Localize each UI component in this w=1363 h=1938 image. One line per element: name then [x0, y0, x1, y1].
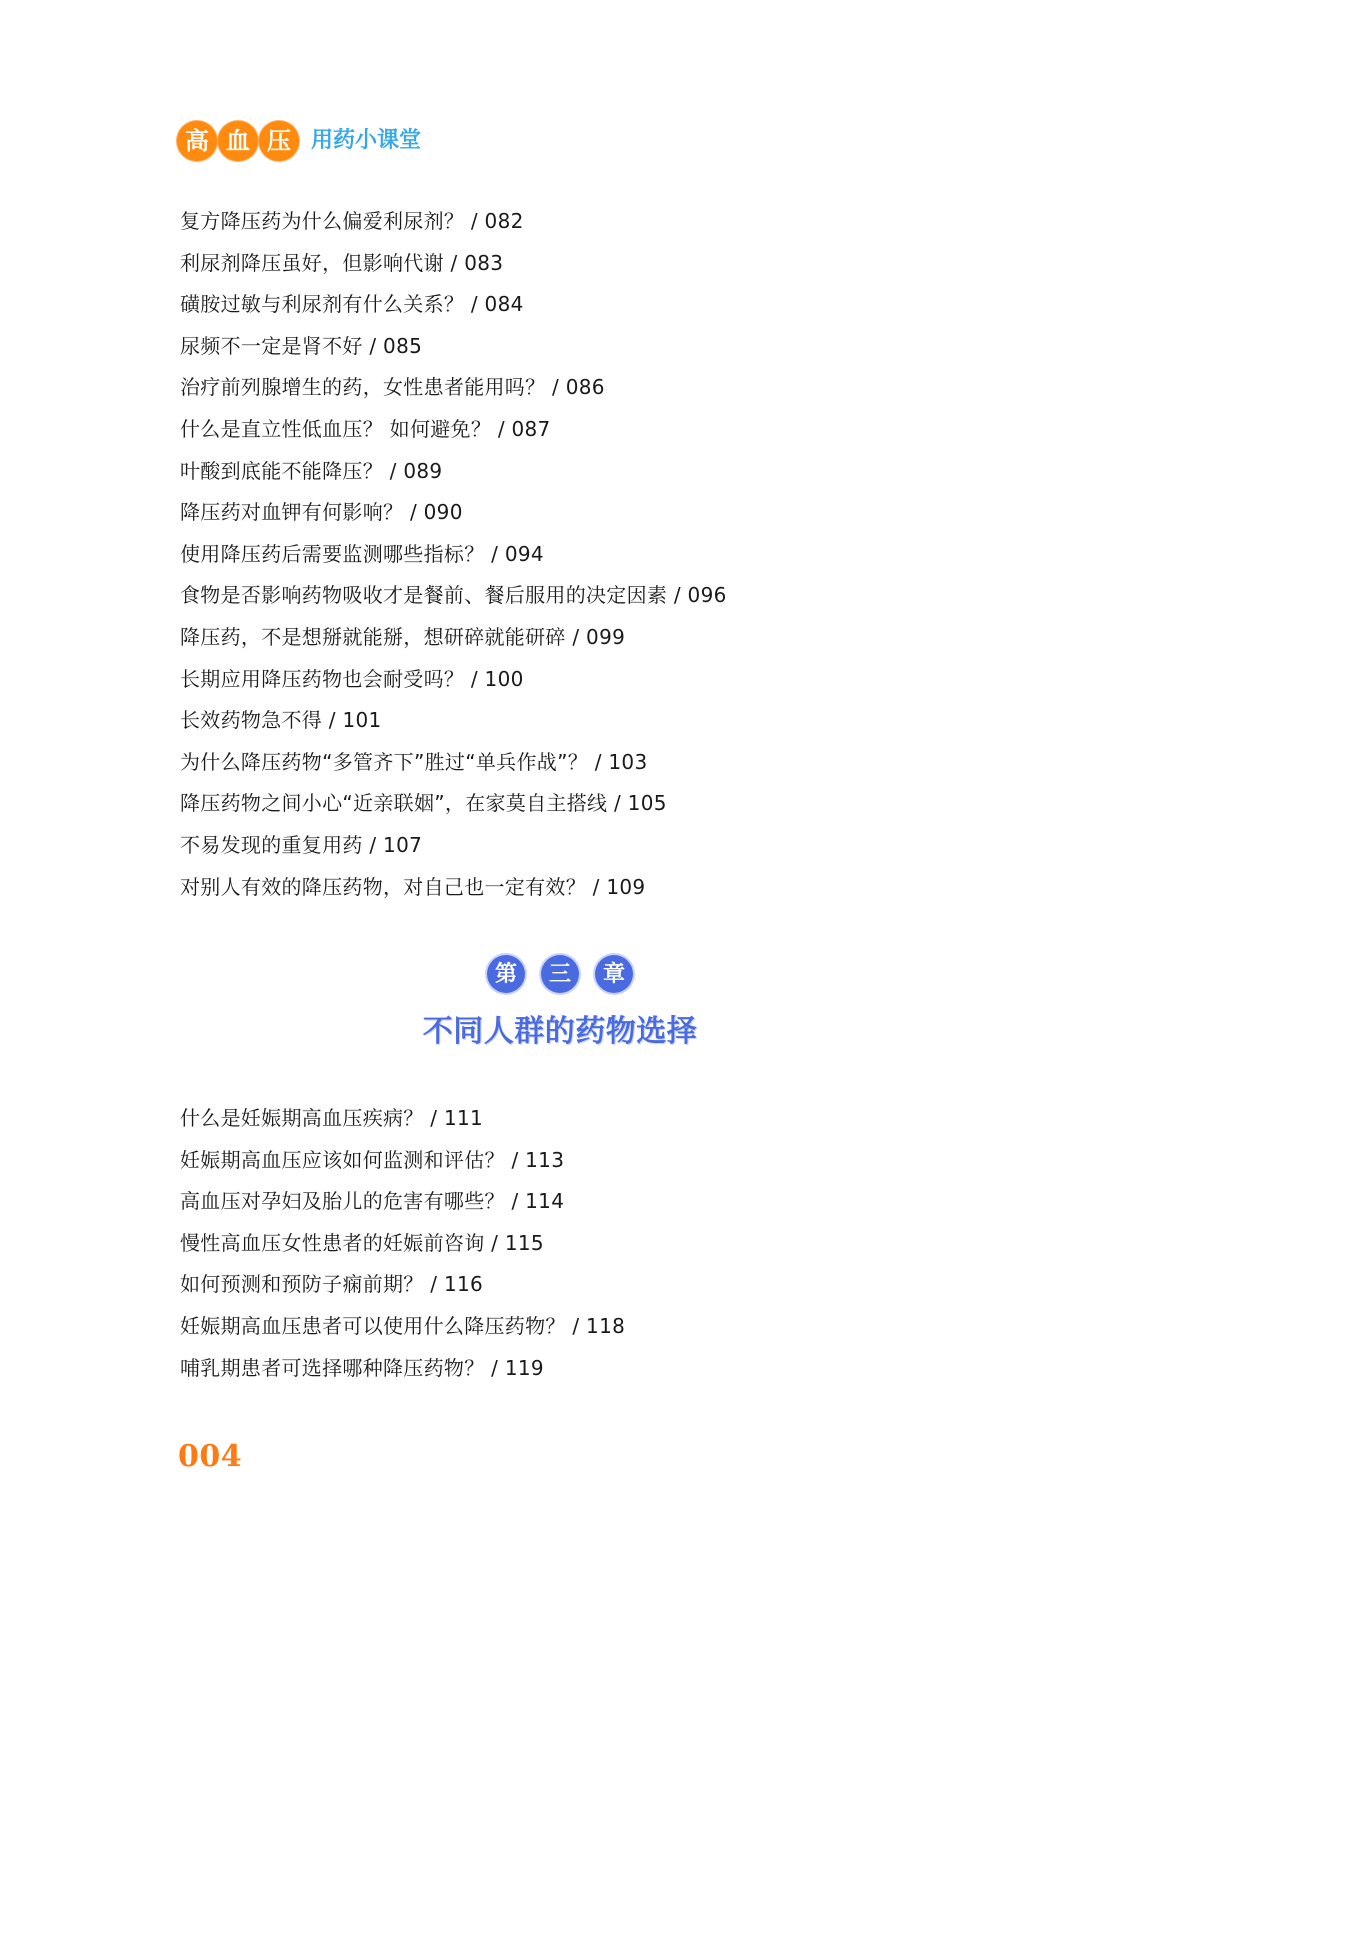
chapter-label-char: 章: [595, 955, 633, 993]
toc-entry[interactable]: 不易发现的重复用药 / 107: [180, 832, 423, 857]
toc-entry[interactable]: 什么是妊娠期高血压疾病？ / 111: [180, 1106, 484, 1130]
toc-list-chapter-3: [180, 1098, 625, 1389]
toc-entry[interactable]: 什么是直立性低血压？ 如何避免？ / 087: [180, 416, 551, 441]
page-number: 004: [178, 1439, 243, 1474]
toc-entry[interactable]: 食物是否影响药物吸收才是餐前、餐后服用的决定因素 / 096: [180, 583, 727, 608]
chapter-title: 不同人群的药物选择: [422, 1014, 698, 1049]
toc-entry[interactable]: 对别人有效的降压药物，对自己也一定有效？ / 109: [180, 874, 646, 899]
toc-entry[interactable]: 长效药物急不得 / 101: [180, 708, 382, 733]
toc-entry[interactable]: 慢性高血压女性患者的妊娠前咨询 / 115: [180, 1230, 544, 1255]
toc-entry[interactable]: 长期应用降压药物也会耐受吗？ / 100: [180, 666, 524, 691]
toc-entry[interactable]: 如何预测和预防子痫前期？ / 116: [180, 1272, 484, 1297]
toc-entry[interactable]: 利尿剂降压虽好，但影响代谢 / 083: [180, 250, 504, 275]
logo-badge-char: 压: [259, 121, 299, 161]
toc-entry[interactable]: 降压药，不是想掰就能掰，想研碎就能研碎 / 099: [180, 624, 626, 649]
toc-entry[interactable]: 复方降压药为什么偏爱利尿剂？ / 082: [180, 209, 524, 233]
chapter-label-char: 三: [541, 955, 579, 993]
toc-entry[interactable]: 使用降压药后需要监测哪些指标？ / 094: [180, 541, 544, 566]
chapter-label: [410, 955, 710, 995]
toc-entry[interactable]: 治疗前列腺增生的药，女性患者能用吗？ / 086: [180, 375, 605, 400]
toc-entry[interactable]: 哺乳期患者可选择哪种降压药物？ / 119: [180, 1355, 544, 1380]
toc-entry[interactable]: 降压药物之间小心“近亲联姻”，在家莫自主搭线 / 105: [180, 791, 667, 816]
chapter-heading: [410, 955, 710, 1052]
logo-badge-char: 高: [177, 121, 217, 161]
toc-entry[interactable]: 为什么降压药物“多管齐下”胜过“单兵作战”？ / 103: [180, 749, 648, 774]
logo-badge-char: 血: [218, 121, 258, 161]
toc-entry[interactable]: 尿频不一定是肾不好 / 085: [180, 333, 423, 358]
book-series-logo: [177, 119, 421, 163]
toc-list-chapter-2: [180, 201, 727, 908]
toc-entry[interactable]: 叶酸到底能不能降压？ / 089: [180, 458, 443, 483]
chapter-label-char: 第: [487, 955, 525, 993]
toc-entry[interactable]: 高血压对孕妇及胎儿的危害有哪些？ / 114: [180, 1189, 565, 1214]
toc-entry[interactable]: 妊娠期高血压患者可以使用什么降压药物？ / 118: [180, 1313, 626, 1338]
logo-subtitle: 用药小课堂: [311, 128, 422, 153]
toc-entry[interactable]: 妊娠期高血压应该如何监测和评估？ / 113: [180, 1147, 565, 1172]
toc-entry[interactable]: 降压药对血钾有何影响？ / 090: [180, 500, 463, 525]
toc-entry[interactable]: 磺胺过敏与利尿剂有什么关系？ / 084: [180, 292, 524, 317]
